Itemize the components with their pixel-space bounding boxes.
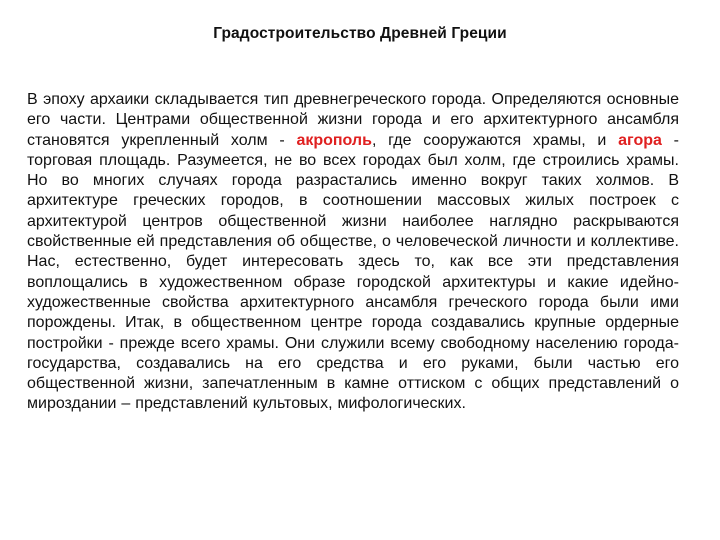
term-agora: агора xyxy=(618,131,662,149)
slide-title: Градостроительство Древней Греции xyxy=(213,25,507,42)
paragraph-text-part-3: - торговая площадь. Разумеется, не во всех городах был холм, где строились храмы. Но во многих случаях города разрастались именно вокруг таких холмов. В архитектуре греческих городов, в соотношении массовых жилых построек с архитектурой центров общественной жизни наиболее наглядно раскрываются свойственные ей представления об обществе, о человеческой личности и коллективе. Нас, естественно, будет интересовать здесь то, как все эти представления воплощались в художественном образе городской архитектуры и какие идейно-художественные свойства архитектурного ансамбля греческого города были ими порождены. Итак, в общественном центре города создавались крупные ордерные постройки - прежде всего храмы. Они служили всему свободному населению города-государства, создавались на его средства и его руками, были частью его общественной жизни, запечатленным в камне оттиском с общих представлений о мироздании – представлений культовых, мифологических. xyxy=(27,131,680,413)
term-acropolis: акрополь xyxy=(296,131,372,149)
paragraph-text-part-2: , где сооружаются храмы, и xyxy=(371,131,619,149)
paragraph-text-part-1: В эпоху архаики складывается тип древнегреческого города. Определяются основные его части. Центрами общественной жизни города и его архитектурного ансамбля становятся укрепленный холм - xyxy=(27,91,679,149)
body-paragraph xyxy=(27,90,679,415)
